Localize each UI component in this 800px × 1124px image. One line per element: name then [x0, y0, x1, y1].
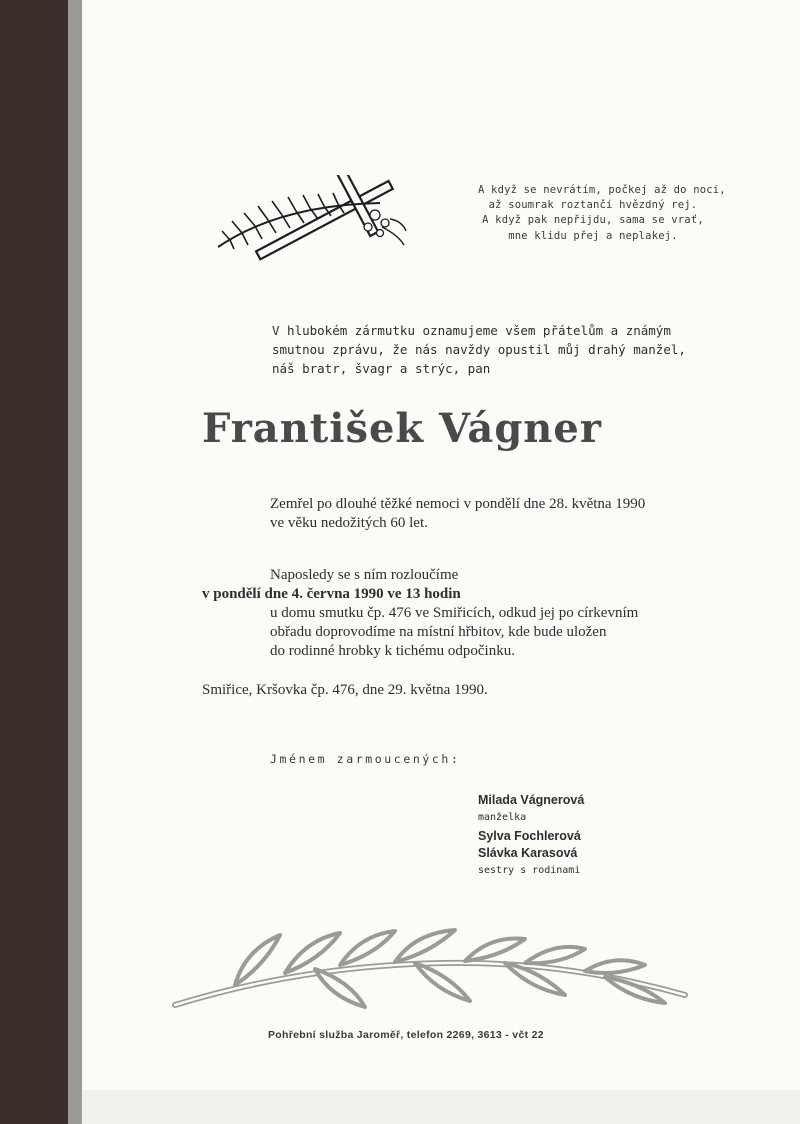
place-and-date: Smiřice, Kršovka čp. 476, dne 29. května 1990. [202, 682, 488, 698]
announcement-line: náš bratr, švagr a strýc, pan [272, 361, 491, 376]
cross-with-palm-icon [210, 175, 420, 265]
funeral-service-footer: Pohřební služba Jaroměř, telefon 2269, 3613 - včt 22 [268, 1029, 544, 1041]
signer-name: Milada Vágnerová [478, 793, 585, 807]
signer-relation: sestry s rodinami [478, 865, 581, 876]
grey-side-band [68, 0, 82, 1124]
farewell-datetime: v pondělí dne 4. června 1990 ve 13 hodin [202, 586, 461, 602]
poem-line: až soumrak roztančí hvězdný rej. [488, 199, 698, 212]
farewell-detail-line: obřadu doprovodíme na místní hřbitov, kde bude uložen [270, 624, 607, 640]
signer-name: Slávka Karasová [478, 846, 578, 860]
poem-line: A když pak nepřijdu, sama se vrať, [482, 214, 704, 227]
signer-relation: manželka [478, 812, 527, 823]
deceased-name: František Vágner [202, 405, 602, 452]
death-notice-line: Zemřel po dlouhé těžké nemoci v pondělí dne 28. května 1990 [270, 496, 646, 512]
poem-line: A když se nevrátím, počkej až do noci, [478, 184, 726, 196]
signer-name: Sylva Fochlerová [478, 829, 581, 843]
farewell-detail-line: do rodinné hrobky k tichému odpočinku. [270, 643, 515, 659]
black-side-band [0, 0, 68, 1124]
poem-verse [478, 183, 726, 244]
on-behalf-heading: Jménem zarmoucených: [270, 752, 461, 766]
farewell-intro: Naposledy se s ním rozloučíme [270, 567, 459, 583]
farewell-details [202, 566, 638, 661]
announcement-text [272, 321, 712, 378]
page-bottom-edge [82, 1090, 800, 1124]
announcement-line: V hlubokém zármutku oznamujeme všem přátelům a známým [272, 323, 671, 338]
death-notice [270, 495, 645, 533]
announcement-line: smutnou zprávu, že nás navždy opustil můj drahý manžel, [272, 342, 686, 357]
signers-list [478, 792, 584, 881]
poem-line: mne klidu přej a neplakej. [508, 229, 678, 242]
farewell-detail-line: u domu smutku čp. 476 ve Smiřicích, odkud jej po církevním [270, 605, 639, 621]
laurel-branch-icon [165, 925, 695, 1020]
death-notice-line: ve věku nedožitých 60 let. [270, 515, 428, 531]
